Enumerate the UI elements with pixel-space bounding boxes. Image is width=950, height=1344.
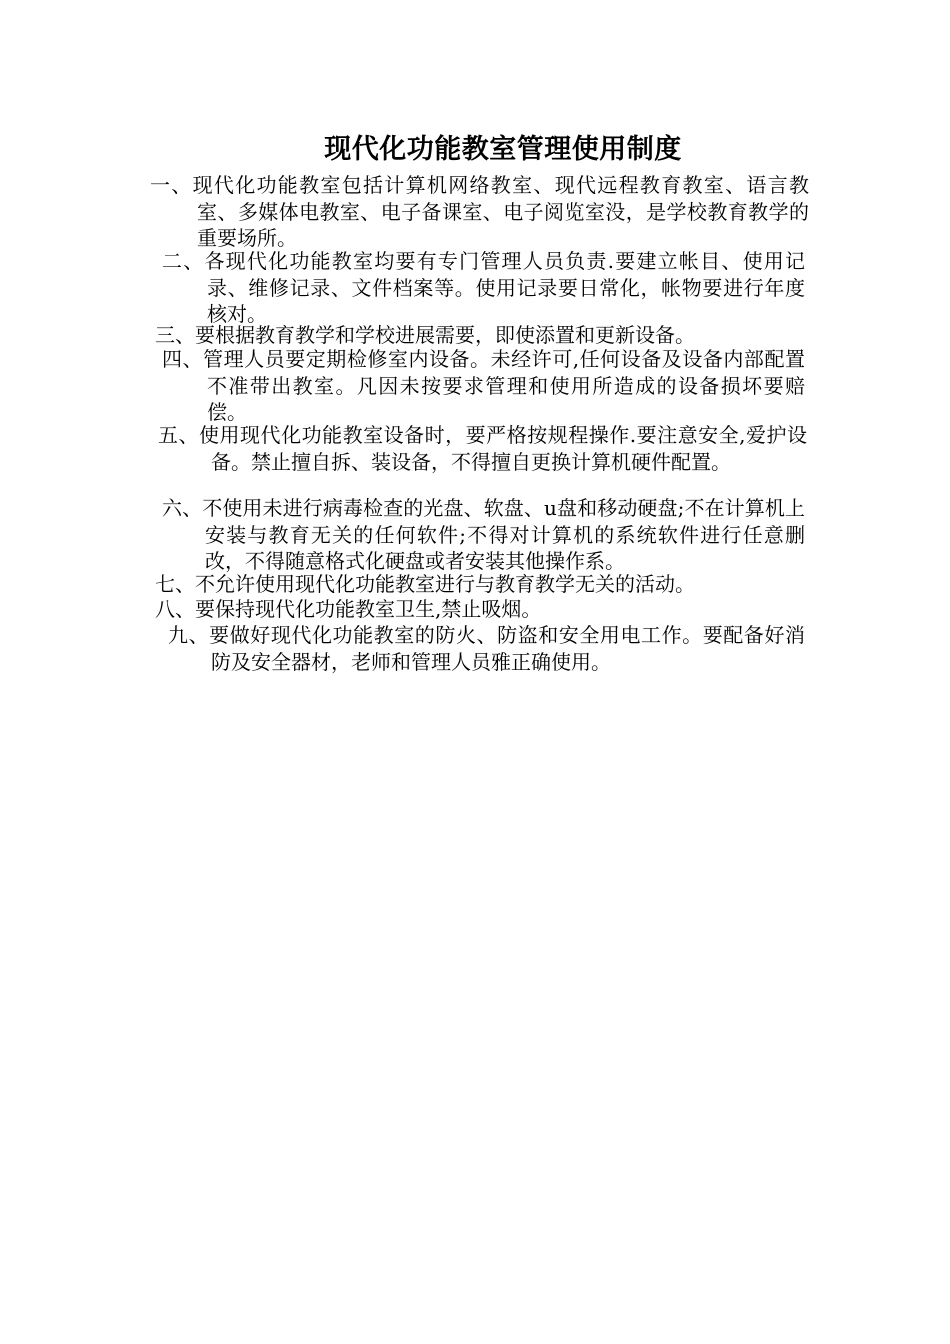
rule-number: 四、 (162, 347, 204, 371)
rule-text: 不使用未进行病毒检查的光盘、软盘、u盘和移动硬盘;不在计算机上安装与教育无关的任何软件;不得对计算机的系统软件进行任意删改，不得随意格式化硬盘或者安装其他操作系。 (202, 496, 806, 573)
rule-item-3 (155, 322, 795, 349)
rule-item-5 (158, 422, 807, 475)
rule-number: 九、 (168, 623, 210, 647)
rule-item-6 (162, 495, 805, 575)
rule-text: 要根据教育教学和学校进展需要，即使添置和更新设备。 (195, 323, 695, 347)
rule-item-7 (155, 571, 795, 598)
rule-item-9 (168, 622, 805, 675)
rule-text: 使用现代化功能教室设备时，要严格按规程操作.要注意安全,爱护设备。禁止擅自拆、装设备，不得擅自更换计算机硬件配置。 (199, 423, 808, 474)
rule-number: 三、 (155, 323, 195, 347)
rule-number: 一、 (150, 173, 193, 197)
rule-number: 八、 (155, 597, 195, 621)
rule-text: 各现代化功能教室均要有专门管理人员负责.要建立帐目、使用记录、维修记录、文件档案等。使用记录要日常化，帐物要进行年度核对。 (204, 249, 806, 326)
document-title: 现代化功能教室管理使用制度 (324, 134, 682, 165)
rule-item-8 (155, 596, 795, 623)
rule-number: 七、 (155, 572, 195, 596)
rule-text: 管理人员要定期检修室内设备。未经许可,任何设备及设备内部配置不准带出教室。凡因未按要求管理和使用所造成的设备损坏要赔偿。 (203, 347, 806, 424)
rule-text: 不允许使用现代化功能教室进行与教育教学无关的活动。 (195, 572, 695, 596)
rule-text: 现代化功能教室包括计算机网络教室、现代远程教育教室、语言教室、多媒体电教室、电子备课室、电子阅览室没，是学校教育教学的重要场所。 (192, 173, 810, 250)
rule-item-2 (162, 248, 805, 328)
rule-text: 要保持现代化功能教室卫生,禁止吸烟。 (195, 597, 542, 621)
rule-number: 五、 (158, 423, 200, 447)
rule-item-1 (150, 172, 809, 252)
rule-text: 要做好现代化功能教室的防火、防盗和安全用电工作。要配备好消防及安全器材，老师和管理人员雅正确使用。 (209, 623, 806, 674)
rule-number: 二、 (162, 249, 205, 273)
rule-number: 六、 (162, 496, 203, 520)
rule-item-4 (162, 346, 805, 426)
